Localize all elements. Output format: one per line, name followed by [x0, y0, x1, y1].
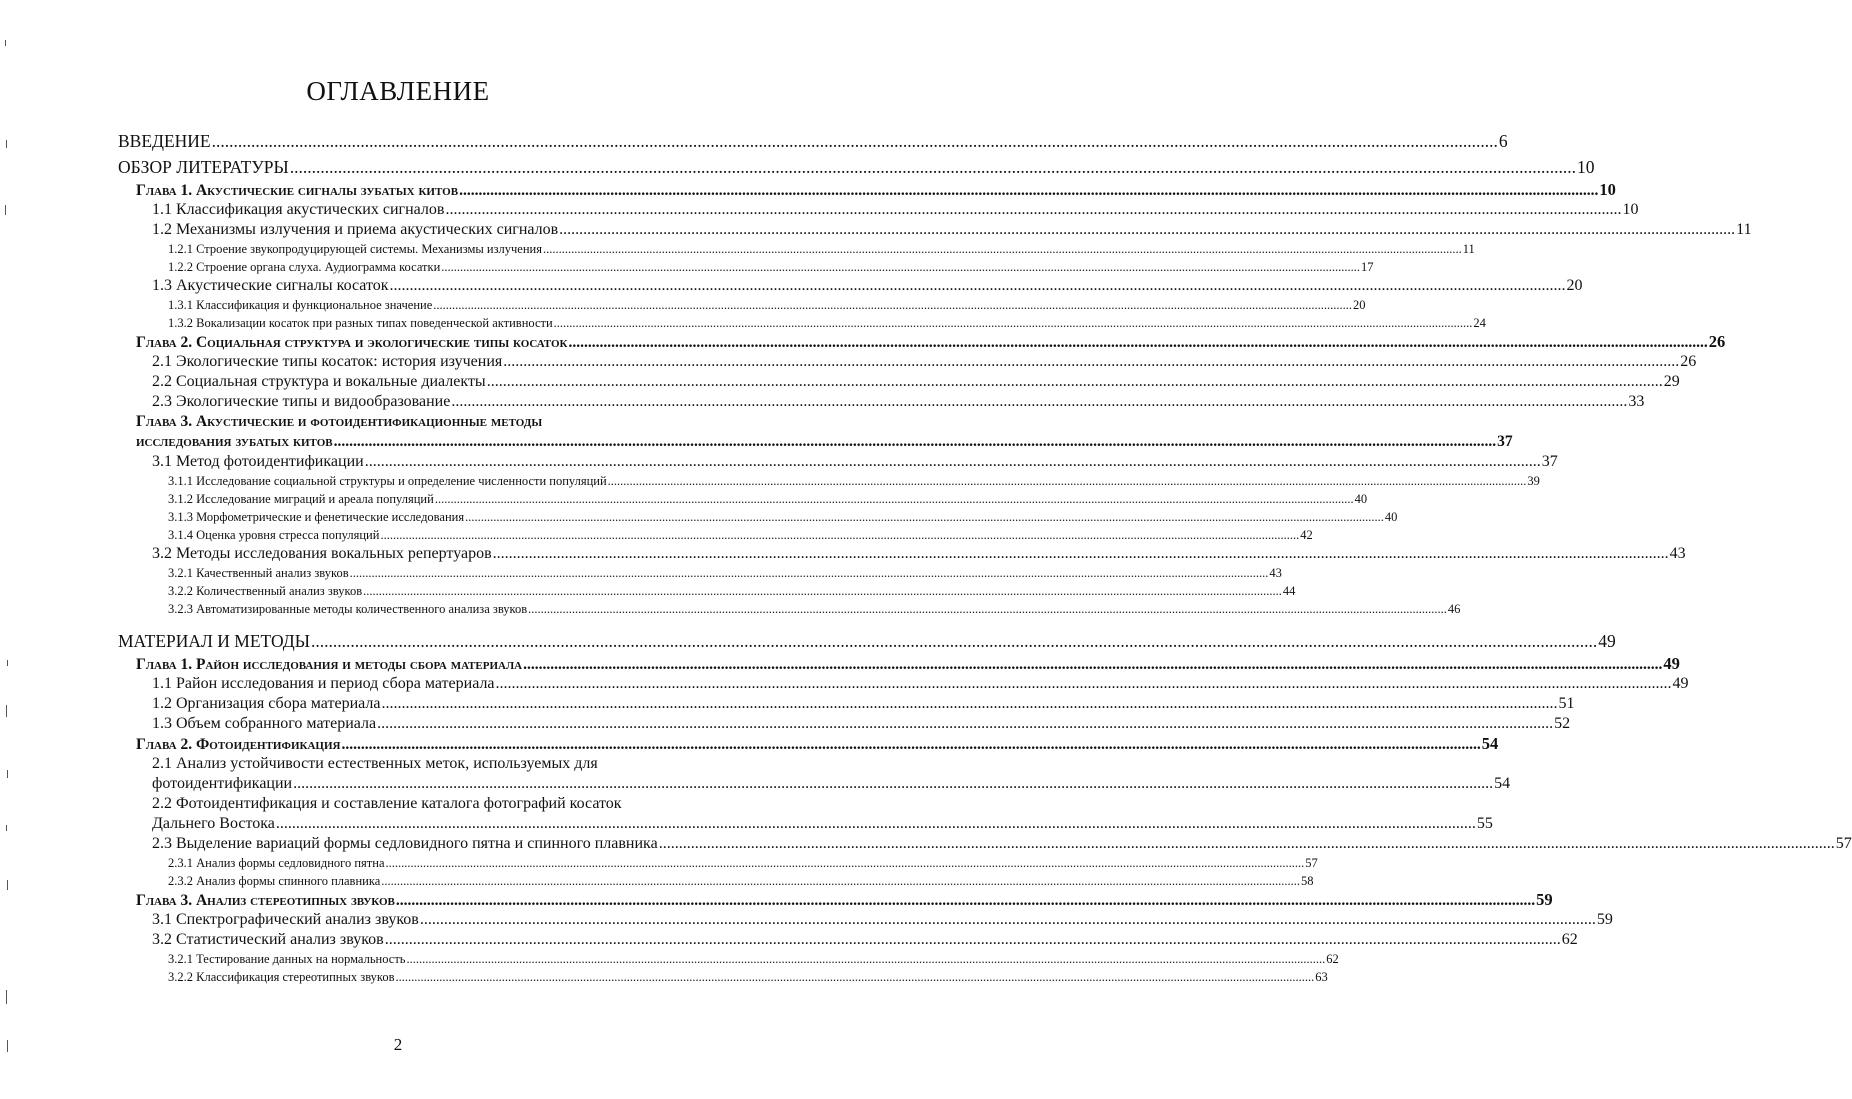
toc-entry-page: 49 — [1663, 654, 1680, 673]
toc-entry-page: 24 — [1473, 316, 1486, 330]
toc-entry-title: 3.2.1 Качественный анализ звуков — [168, 566, 349, 580]
toc-entry-page: 49 — [1672, 675, 1689, 692]
toc-entry[interactable] — [118, 582, 1296, 600]
toc-entry-title: 2.2 Фотоидентификация и составление каталога фотографий косаток — [152, 795, 622, 812]
toc-entry[interactable] — [118, 694, 1575, 714]
dot-leader — [487, 372, 1663, 392]
dot-leader — [451, 392, 1627, 412]
toc-entry-page: 20 — [1353, 298, 1366, 312]
toc-entry[interactable] — [118, 154, 1595, 180]
scan-margin-specks — [0, 0, 20, 1099]
toc-entry[interactable] — [118, 734, 1499, 754]
toc-entry-title: 2.2 Социальная структура и вокальные диалекты — [152, 373, 486, 390]
dot-leader — [290, 154, 1576, 180]
toc-entry-title: 3.1 Метод фотоидентификации — [152, 453, 364, 470]
dot-leader — [528, 600, 1447, 618]
toc-entry-title-cont: исследования зубатых китов — [136, 433, 333, 450]
toc-entry[interactable] — [118, 490, 1368, 508]
toc-entry-title: 2.3.1 Анализ формы седловидного пятна — [168, 856, 385, 870]
toc-entry[interactable] — [118, 392, 1645, 412]
toc-entry[interactable] — [118, 412, 1513, 452]
toc-entry-page: 11 — [1736, 221, 1752, 238]
toc-entry[interactable] — [118, 968, 1328, 986]
dot-leader: ............................................................................................................................................................................................................................................................................................................ — [293, 775, 1494, 792]
toc-entry-title: Глава 2. Социальная структура и экологические типы косаток — [136, 334, 568, 351]
toc-entry-title: Глава 1. Район исследования и методы сбора материала — [136, 656, 523, 673]
toc-entry-page: 20 — [1566, 277, 1583, 294]
dot-leader — [441, 258, 1360, 276]
toc-entry[interactable] — [118, 890, 1553, 910]
dot-leader — [543, 240, 1462, 258]
toc-entry[interactable] — [118, 872, 1314, 890]
toc-entry-title: 3.2.1 Тестирование данных на нормальность — [168, 952, 406, 966]
toc-entry[interactable] — [118, 834, 1852, 854]
toc-entry-title: 2.1 Анализ устойчивости естественных меток, используемых для — [152, 755, 598, 772]
dot-leader — [311, 628, 1597, 654]
dot-leader — [396, 891, 1535, 911]
toc-entry-page: 10 — [1599, 180, 1616, 199]
toc-entry[interactable] — [118, 628, 1616, 654]
toc-entry-title: 3.1.4 Оценка уровня стресса популяций — [168, 528, 380, 542]
dot-leader — [465, 508, 1384, 526]
toc-entry-title: 1.2.1 Строение звукопродуцирующей системы. Механизмы излучения — [168, 242, 542, 256]
toc-entry-title: МАТЕРИАЛ И МЕТОДЫ — [118, 631, 310, 651]
toc-entry-page: 49 — [1598, 631, 1616, 651]
dot-leader — [363, 582, 1282, 600]
toc-entry-title: 1.3 Акустические сигналы косаток — [152, 277, 389, 294]
toc-entry-title: 3.2 Статистический анализ звуков — [152, 931, 384, 948]
toc-entry-title: 2.3.2 Анализ формы спинного плавника — [168, 874, 381, 888]
toc-entry[interactable] — [118, 180, 1616, 200]
toc-entry[interactable] — [118, 600, 1461, 618]
toc-entry[interactable] — [118, 910, 1613, 930]
page-number: 2 — [393, 1035, 403, 1054]
toc-entry-page: 43 — [1669, 545, 1686, 562]
toc-entry[interactable] — [118, 794, 1493, 834]
toc-entry-page: 40 — [1354, 492, 1368, 506]
toc-entry-page: 40 — [1384, 510, 1398, 524]
dot-leader — [433, 296, 1352, 314]
toc-entry-title: 1.1 Классификация акустических сигналов — [152, 201, 445, 218]
toc-entry-title: 1.2 Механизмы излучения и приема акустических сигналов — [152, 221, 559, 238]
toc-entry-page: 26 — [1680, 353, 1697, 370]
dot-leader — [459, 181, 1598, 201]
toc-entry-page: 42 — [1300, 528, 1313, 542]
toc-entry-page: 54 — [1481, 734, 1499, 753]
toc-entry[interactable] — [118, 128, 1508, 154]
toc-entry-title: Глава 1. Акустические сигналы зубатых китов — [136, 182, 459, 199]
dot-leader — [435, 490, 1354, 508]
toc-entry[interactable] — [118, 296, 1366, 314]
dot-leader — [523, 655, 1662, 675]
dot-leader — [445, 200, 1621, 220]
toc-entry-title: ОБЗОР ЛИТЕРАТУРЫ — [118, 157, 289, 177]
toc-entry[interactable] — [118, 220, 1752, 240]
toc-entry[interactable] — [118, 472, 1540, 490]
dot-leader: ............................................................................................................................................................................................................................................................................................................ — [275, 815, 1476, 832]
toc-entry-title-cont: Дальнего Востока — [152, 815, 275, 832]
dot-leader — [396, 968, 1315, 986]
toc-entry-page: 46 — [1447, 602, 1461, 616]
toc-entry-title: 3.1.3 Морфометрические и фенетические исследования — [168, 510, 465, 524]
toc-entry[interactable] — [118, 754, 1511, 794]
toc-entry-title: 3.1.2 Исследование миграций и ареала популяций — [168, 492, 434, 506]
toc-entry[interactable] — [118, 452, 1558, 472]
dot-leader — [390, 276, 1566, 296]
toc-entry-page: 33 — [1628, 393, 1645, 410]
toc-entry-title: 2.3 Выделение вариаций формы седловидного пятна и спинного плавника — [152, 835, 658, 852]
dot-leader — [381, 872, 1300, 890]
table-of-contents — [118, 128, 1852, 986]
dot-leader — [659, 834, 1835, 854]
toc-entry-page: 37 — [1541, 453, 1558, 470]
toc-entry[interactable] — [118, 240, 1475, 258]
toc-entry[interactable] — [118, 372, 1680, 392]
toc-entry[interactable] — [118, 332, 1726, 352]
toc-entry-title: 1.2 Организация сбора материала — [152, 695, 381, 712]
toc-entry[interactable] — [118, 714, 1571, 734]
toc-entry[interactable] — [118, 544, 1686, 564]
toc-entry-page: 55 — [1476, 815, 1493, 832]
toc-entry-page: 63 — [1315, 970, 1328, 984]
toc-entry[interactable] — [118, 854, 1318, 872]
dot-leader — [350, 564, 1269, 582]
toc-entry-title: 1.2.2 Строение органа слуха. Аудиограмма косатки — [168, 260, 441, 274]
page-title: ОГЛАВЛЕНИЕ — [306, 76, 490, 106]
dot-leader — [365, 452, 1541, 472]
toc-entry-title: 3.2.2 Классификация стереотипных звуков — [168, 970, 395, 984]
toc-entry-title: 1.1 Район исследования и период сбора материала — [152, 675, 495, 692]
toc-entry-title: 3.2 Методы исследования вокальных репертуаров — [152, 545, 492, 562]
toc-entry[interactable] — [118, 564, 1282, 582]
toc-entry-page: 59 — [1536, 890, 1553, 909]
toc-entry-page: 37 — [1497, 433, 1513, 450]
toc-entry-title: 1.3.2 Вокализации косаток при разных типах поведенческой активности — [168, 316, 553, 330]
toc-entry-page: 10 — [1622, 201, 1639, 218]
toc-entry-page: 54 — [1494, 775, 1511, 792]
toc-entry[interactable] — [118, 930, 1578, 950]
dot-leader — [407, 950, 1326, 968]
toc-entry[interactable] — [118, 654, 1680, 674]
toc-entry-title: 3.2.3 Автоматизированные методы количественного анализа звуков — [168, 602, 528, 616]
dot-leader — [212, 128, 1498, 154]
dot-leader — [554, 314, 1473, 332]
toc-entry[interactable] — [118, 314, 1486, 332]
toc-entry-title: 3.2.2 Количественный анализ звуков — [168, 584, 363, 598]
toc-entry-page: 43 — [1269, 566, 1282, 580]
dot-leader — [380, 526, 1299, 544]
toc-entry[interactable] — [118, 950, 1339, 968]
dot-leader — [503, 352, 1679, 372]
toc-entry-page: 52 — [1554, 715, 1571, 732]
dot-leader — [386, 854, 1305, 872]
toc-entry-page: 57 — [1305, 856, 1318, 870]
toc-entry-page: 62 — [1326, 952, 1339, 966]
toc-entry-title: 2.1 Экологические типы косаток: история изучения — [152, 353, 503, 370]
toc-entry-title: ВВЕДЕНИЕ — [118, 131, 211, 151]
toc-entry[interactable] — [118, 508, 1398, 526]
toc-entry-title: 3.1 Спектрографический анализ звуков — [152, 911, 419, 928]
toc-entry[interactable] — [118, 674, 1689, 694]
dot-leader — [385, 930, 1561, 950]
toc-entry-page: 11 — [1462, 242, 1475, 256]
toc-entry-page: 57 — [1835, 835, 1852, 852]
toc-entry-page: 51 — [1558, 695, 1575, 712]
toc-entry-page: 59 — [1596, 911, 1613, 928]
toc-entry-title: Глава 3. Акустические и фотоидентификационные методы — [136, 413, 543, 430]
toc-entry-title: 2.3 Экологические типы и видообразование — [152, 393, 451, 410]
toc-entry-page: 6 — [1498, 131, 1508, 151]
toc-entry-page: 58 — [1301, 874, 1314, 888]
dot-leader — [496, 674, 1672, 694]
dot-leader: ............................................................................................................................................................................................................................................................................................................ — [333, 433, 1497, 450]
dot-leader — [420, 910, 1596, 930]
toc-entry[interactable] — [118, 276, 1583, 296]
toc-entry-page: 44 — [1282, 584, 1296, 598]
toc-entry-title-cont: фотоидентификации — [152, 775, 293, 792]
dot-leader — [493, 544, 1669, 564]
toc-entry-page: 26 — [1708, 332, 1726, 351]
toc-entry-page: 39 — [1527, 474, 1540, 488]
toc-entry[interactable] — [118, 258, 1374, 276]
toc-entry-page: 62 — [1561, 931, 1578, 948]
toc-entry-title: 1.3.1 Классификация и функциональное значение — [168, 298, 433, 312]
toc-entry-page: 10 — [1577, 157, 1595, 177]
dot-leader — [559, 220, 1735, 240]
toc-entry-title: 1.3 Объем собранного материала — [152, 715, 377, 732]
dot-leader — [569, 333, 1708, 353]
toc-entry-page: 17 — [1361, 260, 1374, 274]
toc-entry[interactable] — [118, 200, 1639, 220]
toc-entry-title: Глава 2. Фотоидентификация — [136, 736, 341, 753]
toc-entry[interactable] — [118, 526, 1313, 544]
dot-leader — [608, 472, 1527, 490]
toc-entry-title: 3.1.1 Исследование социальной структуры и определение численности популяций — [168, 474, 607, 488]
dot-leader — [381, 694, 1557, 714]
toc-entry-title: Глава 3. Анализ стереотипных звуков — [136, 892, 395, 909]
dot-leader — [341, 735, 1480, 755]
toc-entry[interactable] — [118, 352, 1697, 372]
dot-leader — [377, 714, 1553, 734]
toc-entry-page: 29 — [1663, 373, 1680, 390]
